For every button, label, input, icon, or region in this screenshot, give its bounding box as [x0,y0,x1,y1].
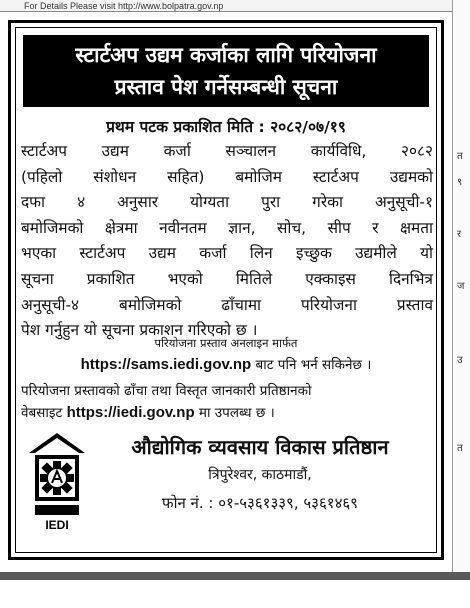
body-line: स्टार्टअप उद्यम कर्जा सञ्चालन कार्यविधि, २०८२ [21,142,433,160]
edge-glyph: ज [457,281,465,292]
notice-title-banner [23,35,429,107]
website-info [21,380,433,424]
sams-portal-link[interactable]: https://sams.iedi.gov.np [80,356,252,373]
website-info-suffix: मा उपलब्ध छ । [194,405,275,421]
iedi-logo-mark [27,431,87,535]
logo-text: IEDI [45,518,69,532]
edge-glyph: र [457,229,462,240]
website-info-prefix: वेबसाइट [21,405,67,421]
edge-glyph: ९ [457,177,463,188]
edge-glyph: त [457,443,463,454]
body-line: बमोजिमको क्षेत्रमा नवीनतम ज्ञान, सोच, सीप र क्षमता [21,218,433,237]
body-line: अनुसूची-४ बमोजिमको ढाँचामा परियोजना प्रस्ताव [21,295,433,314]
online-submission-suffix: बाट पनि भर्न सकिनेछ । [251,357,372,373]
body-line: दफा ४ अनुसार योग्यता पुरा गरेका अनुसूची-१ [21,193,433,212]
page-header-strip [0,0,470,12]
body-line: (पहिलो संशोधन सहित) बमोजिम स्टार्टअप उद्यमको [21,167,433,186]
publication-date: प्रथम पटक प्रकाशित मिति : २०८२/०७/१९ [106,118,346,136]
organization-address: त्रिपुरेश्वर, काठमाडौं, [208,467,312,483]
header-strip-text: For Details Please visit http://www.bolpatra.gov.np [24,1,224,11]
notice-box [8,20,444,560]
adjacent-column-edge [452,0,470,575]
edge-glyph: उ [457,355,463,366]
website-info-line-1: परियोजना प्रस्तावको ढाँचा तथा विस्तृत जानकारी प्रतिष्ठानको [21,383,312,399]
edge-glyph: त [457,151,463,162]
notice-title-line-1: स्टार्टअप उद्यम कर्जाका लागि परियोजना [75,43,377,67]
organization-name: औद्योगिक व्यवसाय विकास प्रतिष्ठान [131,435,389,459]
online-submission-line [11,355,441,373]
notice-title-line-2: प्रस्ताव पेश गर्नेसम्बन्धी सूचना [114,75,338,99]
body-line: भएका स्टार्टअप उद्यम कर्जा लिन इच्छुक उद्यमीले यो [21,244,433,263]
notice-body [21,139,433,344]
iedi-website-link[interactable]: https://iedi.gov.np [66,404,195,421]
page-bottom-band [0,572,470,580]
online-submission-label: परियोजना प्रस्ताव अनलाइन मार्फत [154,336,298,350]
body-line: सूचना प्रकाशित भएको मितिले एक्काइस दिनभित्र [21,269,433,288]
body-line: पेश गर्नुहुन यो सूचना प्रकाशन गरिएको छ । [21,321,258,340]
iedi-logo [27,431,87,535]
organization-phone: फोन नं. : ०१-५३६१३३९, ५३६१४६९ [162,494,358,512]
